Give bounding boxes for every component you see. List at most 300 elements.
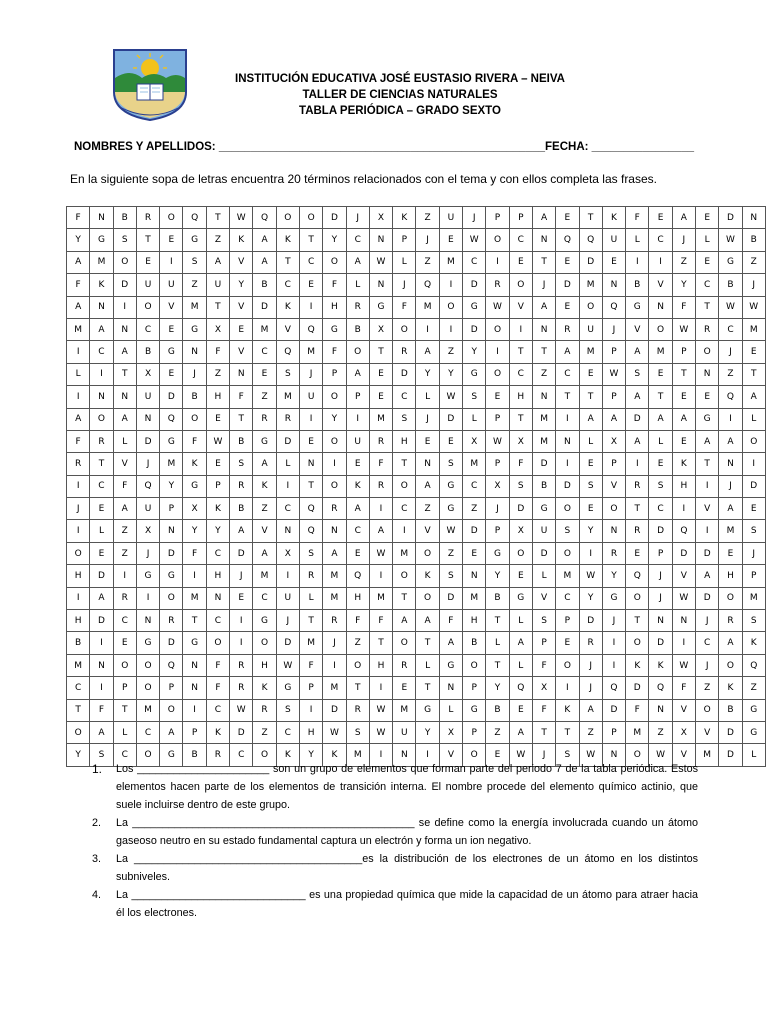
grid-cell[interactable]: M [369, 587, 392, 609]
grid-cell[interactable]: I [602, 654, 625, 676]
grid-cell[interactable]: I [299, 296, 322, 318]
grid-cell[interactable]: T [393, 453, 416, 475]
grid-cell[interactable]: N [742, 207, 765, 229]
grid-cell[interactable]: U [532, 520, 555, 542]
grid-cell[interactable]: D [463, 520, 486, 542]
grid-cell[interactable]: T [579, 386, 602, 408]
grid-cell[interactable]: K [206, 721, 229, 743]
grid-cell[interactable]: N [649, 296, 672, 318]
grid-cell[interactable]: T [509, 341, 532, 363]
grid-cell[interactable]: Z [206, 363, 229, 385]
grid-cell[interactable]: G [323, 318, 346, 340]
grid-cell[interactable]: U [602, 229, 625, 251]
grid-cell[interactable]: I [672, 632, 695, 654]
grid-cell[interactable]: A [579, 699, 602, 721]
grid-cell[interactable]: D [579, 610, 602, 632]
grid-cell[interactable]: M [742, 587, 765, 609]
grid-cell[interactable]: D [556, 274, 579, 296]
grid-cell[interactable]: O [626, 632, 649, 654]
grid-cell[interactable]: O [323, 251, 346, 273]
grid-cell[interactable]: O [323, 386, 346, 408]
grid-cell[interactable]: D [253, 296, 276, 318]
grid-cell[interactable]: L [742, 744, 765, 766]
grid-cell[interactable]: A [509, 632, 532, 654]
grid-cell[interactable]: D [276, 430, 299, 452]
grid-cell[interactable]: A [67, 251, 90, 273]
grid-cell[interactable]: K [183, 453, 206, 475]
grid-cell[interactable]: G [136, 632, 159, 654]
grid-cell[interactable]: A [253, 453, 276, 475]
grid-cell[interactable]: I [696, 475, 719, 497]
grid-cell[interactable]: I [136, 587, 159, 609]
grid-cell[interactable]: N [323, 520, 346, 542]
grid-cell[interactable]: X [369, 318, 392, 340]
grid-cell[interactable]: V [672, 565, 695, 587]
grid-cell[interactable]: E [369, 386, 392, 408]
grid-cell[interactable]: S [463, 386, 486, 408]
grid-cell[interactable]: S [230, 453, 253, 475]
grid-cell[interactable]: W [579, 565, 602, 587]
grid-cell[interactable]: H [299, 721, 322, 743]
grid-cell[interactable]: T [113, 699, 136, 721]
grid-cell[interactable]: C [393, 498, 416, 520]
grid-cell[interactable]: I [696, 520, 719, 542]
grid-cell[interactable]: K [276, 296, 299, 318]
grid-cell[interactable]: N [602, 274, 625, 296]
grid-cell[interactable]: O [602, 498, 625, 520]
grid-cell[interactable]: F [532, 699, 555, 721]
grid-cell[interactable]: C [393, 386, 416, 408]
grid-cell[interactable]: T [369, 341, 392, 363]
grid-cell[interactable]: N [532, 386, 555, 408]
grid-cell[interactable]: W [672, 587, 695, 609]
grid-cell[interactable]: J [416, 229, 439, 251]
grid-cell[interactable]: V [672, 699, 695, 721]
grid-cell[interactable]: J [696, 654, 719, 676]
grid-cell[interactable]: X [602, 430, 625, 452]
grid-cell[interactable]: L [113, 430, 136, 452]
grid-cell[interactable]: D [323, 699, 346, 721]
grid-cell[interactable]: C [90, 475, 113, 497]
grid-cell[interactable]: T [230, 408, 253, 430]
grid-cell[interactable]: E [742, 341, 765, 363]
grid-cell[interactable]: W [230, 207, 253, 229]
grid-cell[interactable]: J [276, 610, 299, 632]
grid-cell[interactable]: W [369, 542, 392, 564]
grid-cell[interactable]: T [299, 229, 322, 251]
grid-cell[interactable]: X [532, 677, 555, 699]
grid-cell[interactable]: F [183, 430, 206, 452]
grid-cell[interactable]: E [439, 430, 462, 452]
grid-cell[interactable]: O [67, 542, 90, 564]
grid-cell[interactable]: J [649, 587, 672, 609]
grid-cell[interactable]: N [113, 386, 136, 408]
grid-cell[interactable]: R [206, 744, 229, 766]
grid-cell[interactable]: K [672, 453, 695, 475]
grid-cell[interactable]: Q [136, 475, 159, 497]
grid-cell[interactable]: K [416, 565, 439, 587]
grid-cell[interactable]: L [579, 430, 602, 452]
grid-cell[interactable]: F [672, 296, 695, 318]
grid-cell[interactable]: D [532, 542, 555, 564]
grid-cell[interactable]: G [439, 498, 462, 520]
grid-cell[interactable]: M [532, 430, 555, 452]
grid-cell[interactable]: S [742, 610, 765, 632]
grid-cell[interactable]: H [67, 565, 90, 587]
grid-cell[interactable]: P [183, 721, 206, 743]
grid-cell[interactable]: O [719, 654, 742, 676]
grid-cell[interactable]: R [276, 408, 299, 430]
grid-cell[interactable]: I [626, 251, 649, 273]
grid-cell[interactable]: Z [439, 542, 462, 564]
grid-cell[interactable]: W [579, 744, 602, 766]
grid-cell[interactable]: D [90, 610, 113, 632]
grid-cell[interactable]: B [346, 318, 369, 340]
grid-cell[interactable]: M [463, 587, 486, 609]
grid-cell[interactable]: W [719, 296, 742, 318]
grid-cell[interactable]: A [626, 430, 649, 452]
grid-cell[interactable]: K [206, 498, 229, 520]
grid-cell[interactable]: A [253, 229, 276, 251]
grid-cell[interactable]: I [486, 251, 509, 273]
grid-cell[interactable]: Y [206, 520, 229, 542]
grid-cell[interactable]: W [463, 229, 486, 251]
grid-cell[interactable]: I [439, 318, 462, 340]
grid-cell[interactable]: R [113, 587, 136, 609]
grid-cell[interactable]: S [299, 542, 322, 564]
grid-cell[interactable]: I [369, 498, 392, 520]
grid-cell[interactable]: M [90, 251, 113, 273]
grid-cell[interactable]: O [253, 632, 276, 654]
grid-cell[interactable]: D [393, 363, 416, 385]
grid-cell[interactable]: I [486, 341, 509, 363]
grid-cell[interactable]: G [416, 699, 439, 721]
grid-cell[interactable]: O [160, 699, 183, 721]
grid-cell[interactable]: T [299, 610, 322, 632]
grid-cell[interactable]: N [299, 453, 322, 475]
grid-cell[interactable]: T [649, 386, 672, 408]
grid-cell[interactable]: M [299, 632, 322, 654]
grid-cell[interactable]: R [393, 341, 416, 363]
grid-cell[interactable]: S [649, 475, 672, 497]
grid-cell[interactable]: B [626, 274, 649, 296]
grid-cell[interactable]: F [230, 386, 253, 408]
grid-cell[interactable]: A [369, 520, 392, 542]
grid-cell[interactable]: M [323, 677, 346, 699]
grid-cell[interactable]: R [230, 654, 253, 676]
grid-cell[interactable]: I [183, 565, 206, 587]
grid-cell[interactable]: D [649, 520, 672, 542]
grid-cell[interactable]: D [439, 408, 462, 430]
grid-cell[interactable]: I [183, 699, 206, 721]
grid-cell[interactable]: I [602, 632, 625, 654]
grid-cell[interactable]: W [369, 721, 392, 743]
grid-cell[interactable]: Y [486, 677, 509, 699]
grid-cell[interactable]: D [276, 632, 299, 654]
grid-cell[interactable]: I [160, 251, 183, 273]
grid-cell[interactable]: Q [626, 565, 649, 587]
grid-cell[interactable]: N [416, 453, 439, 475]
grid-cell[interactable]: C [509, 363, 532, 385]
grid-cell[interactable]: U [136, 274, 159, 296]
grid-cell[interactable]: V [230, 251, 253, 273]
grid-cell[interactable]: A [113, 408, 136, 430]
grid-cell[interactable]: A [253, 542, 276, 564]
grid-cell[interactable]: M [183, 587, 206, 609]
grid-cell[interactable]: P [463, 677, 486, 699]
grid-cell[interactable]: E [649, 363, 672, 385]
grid-cell[interactable]: Z [742, 677, 765, 699]
grid-cell[interactable]: G [160, 744, 183, 766]
grid-cell[interactable]: D [719, 207, 742, 229]
grid-cell[interactable]: M [556, 565, 579, 587]
grid-cell[interactable]: O [160, 587, 183, 609]
grid-cell[interactable]: M [719, 520, 742, 542]
grid-cell[interactable]: M [253, 318, 276, 340]
grid-cell[interactable]: M [649, 341, 672, 363]
grid-cell[interactable]: O [509, 542, 532, 564]
grid-cell[interactable]: D [626, 408, 649, 430]
grid-cell[interactable]: L [486, 632, 509, 654]
grid-cell[interactable]: E [206, 453, 229, 475]
grid-cell[interactable]: A [626, 341, 649, 363]
grid-cell[interactable]: D [719, 721, 742, 743]
grid-cell[interactable]: N [183, 341, 206, 363]
grid-cell[interactable]: A [672, 408, 695, 430]
grid-cell[interactable]: R [346, 699, 369, 721]
grid-cell[interactable]: M [299, 341, 322, 363]
grid-cell[interactable]: E [160, 318, 183, 340]
grid-cell[interactable]: Z [416, 251, 439, 273]
grid-cell[interactable]: Z [672, 251, 695, 273]
grid-cell[interactable]: R [160, 610, 183, 632]
grid-cell[interactable]: E [160, 363, 183, 385]
grid-cell[interactable]: H [323, 296, 346, 318]
grid-cell[interactable]: C [649, 498, 672, 520]
grid-cell[interactable]: X [369, 207, 392, 229]
grid-cell[interactable]: Q [602, 296, 625, 318]
grid-cell[interactable]: C [136, 318, 159, 340]
grid-cell[interactable]: D [230, 721, 253, 743]
grid-cell[interactable]: F [206, 654, 229, 676]
grid-cell[interactable]: N [90, 296, 113, 318]
grid-cell[interactable]: Y [323, 408, 346, 430]
grid-cell[interactable]: P [206, 475, 229, 497]
grid-cell[interactable]: P [299, 677, 322, 699]
grid-cell[interactable]: O [463, 744, 486, 766]
grid-cell[interactable]: I [113, 296, 136, 318]
grid-cell[interactable]: Y [579, 587, 602, 609]
grid-cell[interactable]: P [113, 677, 136, 699]
grid-cell[interactable]: C [719, 318, 742, 340]
grid-cell[interactable]: B [463, 632, 486, 654]
grid-cell[interactable]: X [206, 318, 229, 340]
grid-cell[interactable]: T [486, 654, 509, 676]
grid-cell[interactable]: R [369, 475, 392, 497]
grid-cell[interactable]: G [742, 699, 765, 721]
grid-cell[interactable]: G [463, 699, 486, 721]
grid-cell[interactable]: D [90, 565, 113, 587]
grid-cell[interactable]: P [160, 677, 183, 699]
grid-cell[interactable]: M [323, 565, 346, 587]
grid-cell[interactable]: O [579, 296, 602, 318]
grid-cell[interactable]: O [183, 408, 206, 430]
grid-cell[interactable]: G [136, 565, 159, 587]
grid-cell[interactable]: F [626, 207, 649, 229]
grid-cell[interactable]: O [626, 587, 649, 609]
grid-cell[interactable]: B [230, 498, 253, 520]
grid-cell[interactable]: I [649, 251, 672, 273]
grid-cell[interactable]: S [393, 408, 416, 430]
grid-cell[interactable]: A [649, 408, 672, 430]
grid-cell[interactable]: N [649, 610, 672, 632]
grid-cell[interactable]: U [276, 587, 299, 609]
grid-cell[interactable]: J [136, 453, 159, 475]
grid-cell[interactable]: R [719, 610, 742, 632]
grid-cell[interactable]: F [323, 341, 346, 363]
grid-cell[interactable]: F [439, 610, 462, 632]
grid-cell[interactable]: E [556, 296, 579, 318]
grid-cell[interactable]: F [67, 274, 90, 296]
grid-cell[interactable]: Z [113, 520, 136, 542]
grid-cell[interactable]: Q [160, 654, 183, 676]
grid-cell[interactable]: O [67, 721, 90, 743]
grid-cell[interactable]: T [532, 721, 555, 743]
grid-cell[interactable]: G [160, 430, 183, 452]
grid-cell[interactable]: C [253, 587, 276, 609]
grid-cell[interactable]: V [509, 296, 532, 318]
grid-cell[interactable]: M [369, 408, 392, 430]
grid-cell[interactable]: I [299, 408, 322, 430]
grid-cell[interactable]: I [323, 453, 346, 475]
grid-cell[interactable]: J [346, 207, 369, 229]
grid-cell[interactable]: E [649, 453, 672, 475]
grid-cell[interactable]: K [253, 677, 276, 699]
grid-cell[interactable]: T [626, 610, 649, 632]
grid-cell[interactable]: V [230, 296, 253, 318]
grid-cell[interactable]: Y [439, 363, 462, 385]
grid-cell[interactable]: D [556, 475, 579, 497]
grid-cell[interactable]: U [136, 498, 159, 520]
grid-cell[interactable]: A [439, 632, 462, 654]
grid-cell[interactable]: E [90, 498, 113, 520]
grid-cell[interactable]: G [742, 721, 765, 743]
grid-cell[interactable]: E [556, 632, 579, 654]
grid-cell[interactable]: Y [67, 744, 90, 766]
grid-cell[interactable]: O [276, 207, 299, 229]
grid-cell[interactable]: V [276, 318, 299, 340]
grid-cell[interactable]: A [556, 341, 579, 363]
grid-cell[interactable]: E [626, 542, 649, 564]
grid-cell[interactable]: R [579, 632, 602, 654]
grid-cell[interactable]: F [113, 475, 136, 497]
grid-cell[interactable]: R [486, 274, 509, 296]
grid-cell[interactable]: L [696, 229, 719, 251]
grid-cell[interactable]: I [276, 475, 299, 497]
grid-cell[interactable]: O [323, 430, 346, 452]
grid-cell[interactable]: L [276, 453, 299, 475]
grid-cell[interactable]: V [602, 475, 625, 497]
grid-cell[interactable]: S [439, 565, 462, 587]
grid-cell[interactable]: W [672, 654, 695, 676]
grid-cell[interactable]: R [346, 296, 369, 318]
grid-cell[interactable]: B [183, 744, 206, 766]
grid-cell[interactable]: V [649, 274, 672, 296]
grid-cell[interactable]: Q [346, 565, 369, 587]
grid-cell[interactable]: F [90, 699, 113, 721]
grid-cell[interactable]: Q [299, 520, 322, 542]
grid-cell[interactable]: G [602, 587, 625, 609]
grid-cell[interactable]: F [67, 207, 90, 229]
grid-cell[interactable]: Z [742, 251, 765, 273]
grid-cell[interactable]: S [276, 363, 299, 385]
grid-cell[interactable]: U [299, 386, 322, 408]
grid-cell[interactable]: Y [486, 565, 509, 587]
grid-cell[interactable]: E [579, 363, 602, 385]
grid-cell[interactable]: S [346, 721, 369, 743]
grid-cell[interactable]: A [90, 721, 113, 743]
grid-cell[interactable]: I [67, 386, 90, 408]
grid-cell[interactable]: Q [183, 207, 206, 229]
grid-cell[interactable]: K [276, 744, 299, 766]
grid-cell[interactable]: X [276, 542, 299, 564]
grid-cell[interactable]: W [369, 251, 392, 273]
grid-cell[interactable]: R [230, 677, 253, 699]
grid-cell[interactable]: N [672, 610, 695, 632]
grid-cell[interactable]: I [672, 498, 695, 520]
grid-cell[interactable]: A [90, 318, 113, 340]
grid-cell[interactable]: G [696, 408, 719, 430]
grid-cell[interactable]: M [463, 453, 486, 475]
grid-cell[interactable]: N [463, 565, 486, 587]
grid-cell[interactable]: A [626, 386, 649, 408]
grid-cell[interactable]: G [463, 296, 486, 318]
grid-cell[interactable]: D [160, 386, 183, 408]
grid-cell[interactable]: J [602, 318, 625, 340]
grid-cell[interactable]: M [393, 542, 416, 564]
grid-cell[interactable]: K [626, 654, 649, 676]
grid-cell[interactable]: E [416, 430, 439, 452]
grid-cell[interactable]: A [90, 587, 113, 609]
grid-cell[interactable]: S [556, 520, 579, 542]
grid-cell[interactable]: E [463, 542, 486, 564]
grid-cell[interactable]: P [393, 229, 416, 251]
grid-cell[interactable]: C [649, 229, 672, 251]
grid-cell[interactable]: E [719, 542, 742, 564]
grid-cell[interactable]: A [416, 610, 439, 632]
grid-cell[interactable]: D [439, 587, 462, 609]
grid-cell[interactable]: M [67, 318, 90, 340]
grid-cell[interactable]: W [369, 699, 392, 721]
grid-cell[interactable]: E [299, 430, 322, 452]
grid-cell[interactable]: U [346, 430, 369, 452]
grid-cell[interactable]: Y [416, 721, 439, 743]
grid-cell[interactable]: T [696, 296, 719, 318]
grid-cell[interactable]: R [67, 453, 90, 475]
grid-cell[interactable]: N [439, 677, 462, 699]
grid-cell[interactable]: T [486, 610, 509, 632]
grid-cell[interactable]: O [649, 318, 672, 340]
grid-cell[interactable]: T [509, 408, 532, 430]
grid-cell[interactable]: B [183, 386, 206, 408]
grid-cell[interactable]: Z [183, 274, 206, 296]
grid-cell[interactable]: N [602, 520, 625, 542]
grid-cell[interactable]: Q [276, 341, 299, 363]
grid-cell[interactable]: F [67, 430, 90, 452]
grid-cell[interactable]: Z [696, 677, 719, 699]
grid-cell[interactable]: O [136, 744, 159, 766]
grid-cell[interactable]: O [486, 318, 509, 340]
